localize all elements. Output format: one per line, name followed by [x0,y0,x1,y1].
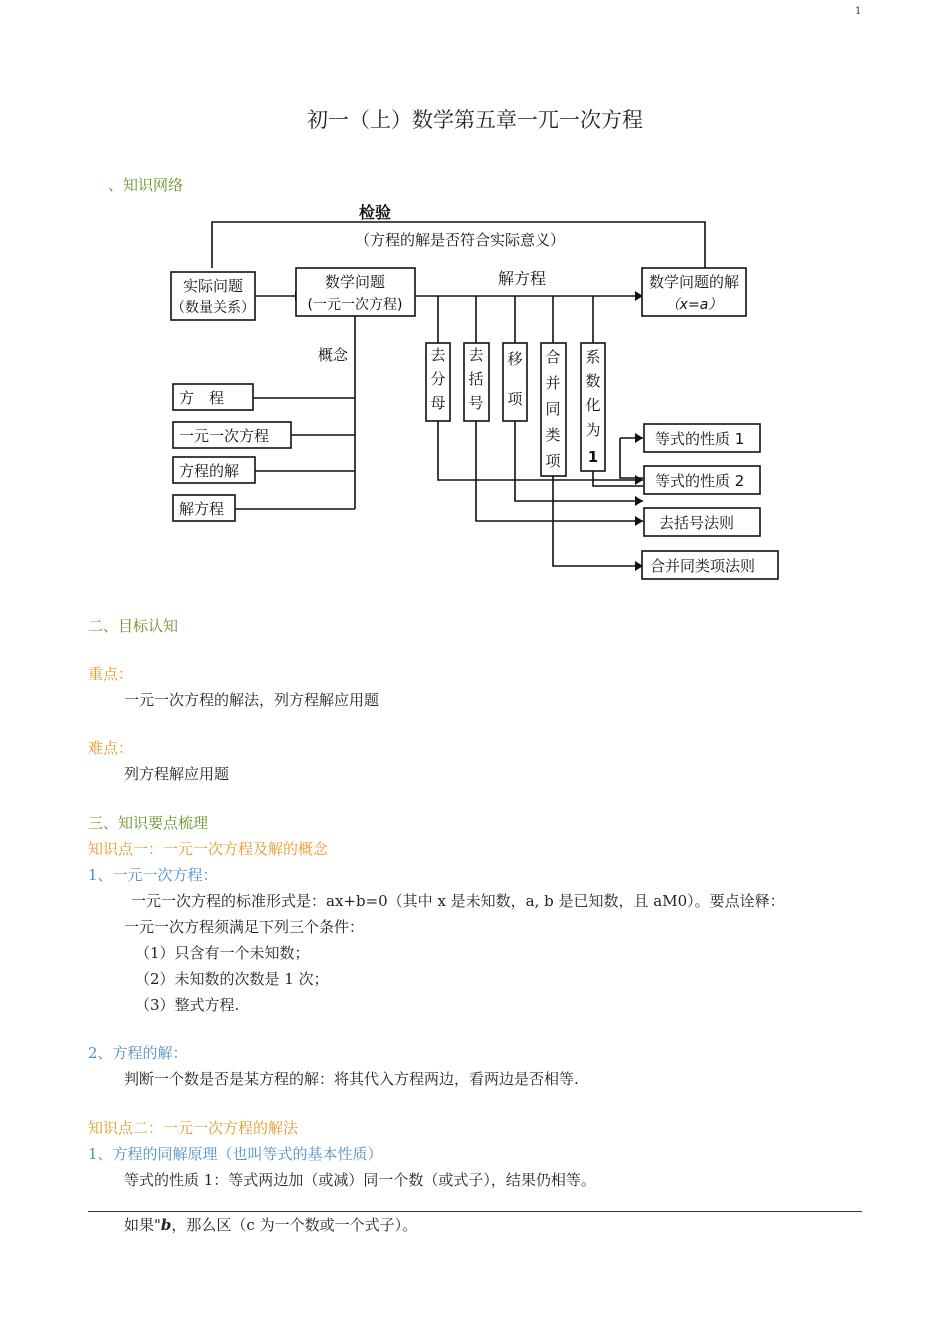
step-4-char-3: 同 [545,400,561,418]
step-5-char-1: 系 [585,348,601,366]
diagram-check-sub: （方程的解是否符合实际意义） [354,231,566,249]
rule-combine-like-terms: 合并同类项法则 [650,557,756,575]
step-4-char-4: 类 [545,426,561,444]
step-1-char-2: 分 [430,370,446,388]
diagram-check-label: 检验 [358,203,392,222]
knowledge-point-2-title: 知识点二：一元一次方程的解法 [88,1119,299,1137]
knowledge-network-diagram [165,198,785,587]
diagram-math-problem: 数学问题 [324,273,386,291]
diagram-concept-label: 概念 [317,346,349,364]
step-5-char-5: 1 [587,448,599,466]
concept-solution: 方程的解 [179,462,240,480]
kp2-if-prefix: 如果" [124,1216,161,1234]
difficulty-label: 难点： [88,739,134,757]
kp1-solution-check: 判断一个数是否是某方程的解：将其代入方程两边，看两边是否相等. [124,1070,579,1088]
step-3-char-2: 项 [507,390,523,408]
concept-equation: 方 程 [179,389,225,407]
kp1-conditions-intro: 一元一次方程须满足下列三个条件： [124,918,365,936]
difficulty-text: 列方程解应用题 [124,765,230,783]
kp2-if-statement [124,1214,417,1235]
step-2-char-3: 号 [468,394,484,412]
step-5-char-2: 数 [585,372,601,390]
step-2-char-2: 括 [468,370,484,388]
kp1-condition-2: （2）未知数的次数是 1 次； [135,970,329,988]
key-point-label: 重点： [88,665,134,683]
key-point-text: 一元一次方程的解法，列方程解应用题 [124,691,380,709]
diagram-math-solution: 数学问题的解 [648,273,740,291]
kp1-subtitle-solution: 2、方程的解： [88,1044,188,1062]
kp1-condition-3: （3）整式方程. [135,996,240,1014]
rule-equality-property-1: 等式的性质 1 [655,430,745,448]
step-1-char-1: 去 [430,346,446,364]
kp2-if-suffix: ，那么区（c 为一个数或一个式子）。 [171,1216,418,1234]
diagram-real-problem-sub: （数量关系） [171,300,255,316]
diagram-real-problem: 实际问题 [182,277,244,295]
diagram-math-problem-sub: (一元一次方程) [307,297,403,313]
step-3-char-1: 移 [507,350,523,368]
concept-linear-equation: 一元一次方程 [179,427,270,445]
page-title: 初一（上）数学第五章一兀一次方程 [307,108,643,132]
kp1-condition-1: （1）只含有一个未知数； [135,944,310,962]
horizontal-divider [88,1211,862,1212]
step-1-char-3: 母 [430,394,446,412]
kp2-subtitle-principle: 1、方程的同解原理（也叫等式的基本性质） [88,1145,383,1163]
page-number: 1 [855,6,862,17]
section-knowledge-points: 三、知识要点梳理 [88,814,209,832]
kp1-standard-form: 一元一次方程的标准形式是：ax+b=0（其中 x 是未知数，a, b 是已知数，且 aM0）。要点诠释： [131,892,785,910]
kp2-equality-property-1: 等式的性质 1：等式两边加（或减）同一个数（或式子），结果仍相等。 [124,1171,596,1189]
diagram-math-solution-sub: （x=a） [665,297,723,313]
step-2-char-1: 去 [468,346,484,364]
step-5-char-3: 化 [585,396,601,414]
diagram-solve-label: 解方程 [497,269,547,288]
step-4-char-2: 并 [545,374,561,392]
step-5-char-4: 为 [585,421,601,439]
step-4-char-1: 合 [545,348,561,366]
section-goals: 二、目标认知 [88,617,179,635]
kp2-variable-b: b [160,1216,172,1234]
knowledge-point-1-title: 知识点一：一元一次方程及解的概念 [88,840,329,858]
concept-solving: 解方程 [179,500,225,518]
step-4-char-5: 项 [545,452,561,470]
section-knowledge-network: 、知识网络 [108,176,184,194]
rule-bracket-removal: 去括号法则 [659,514,735,532]
kp1-subtitle-linear-equation: 1、一元一次方程： [88,866,218,884]
rule-equality-property-2: 等式的性质 2 [655,472,745,490]
